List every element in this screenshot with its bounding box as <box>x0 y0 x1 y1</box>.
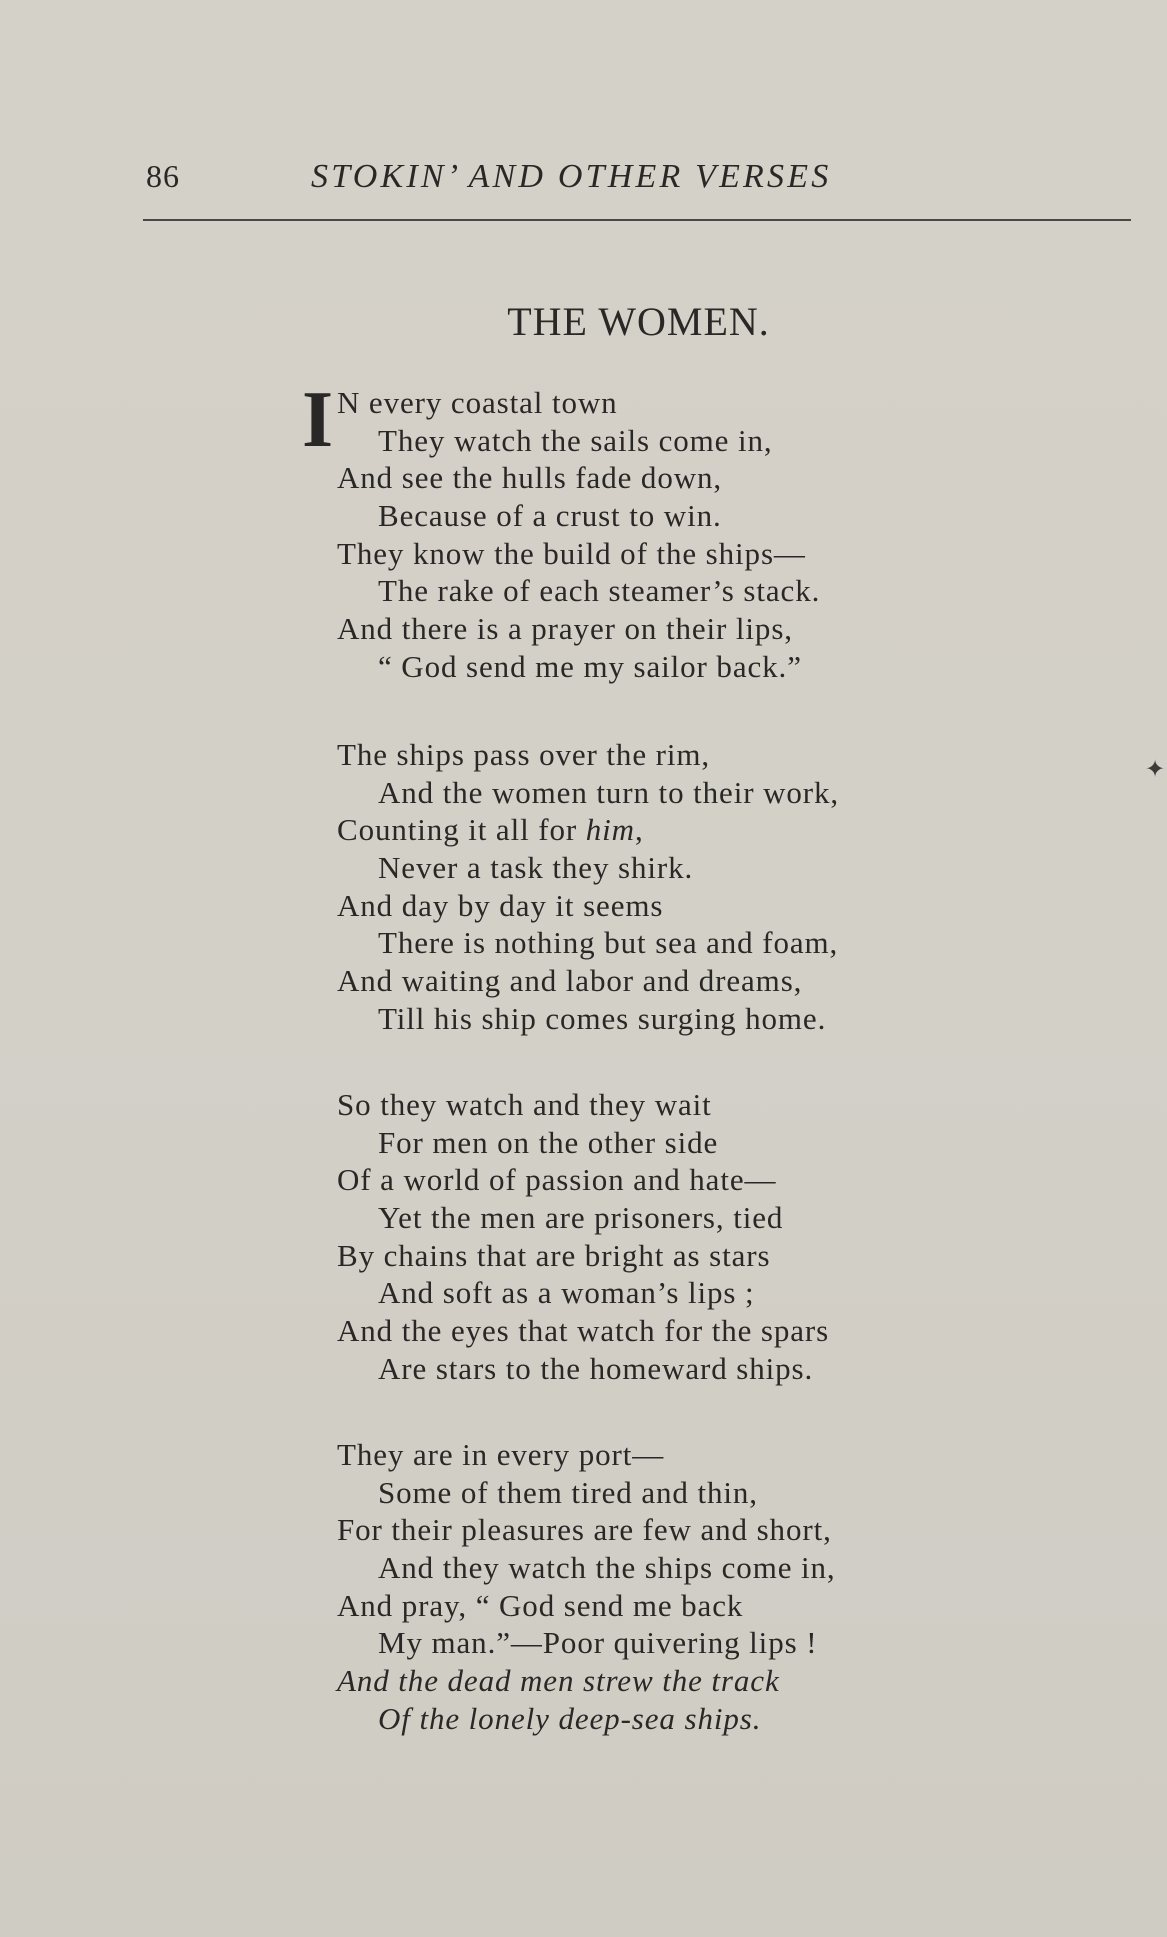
page-number: 86 <box>146 158 180 194</box>
poem-line: By chains that are bright as stars <box>337 1237 771 1273</box>
poem-line: They watch the sails come in, <box>378 422 773 458</box>
poem-line: And soft as a woman’s lips ; <box>378 1275 755 1311</box>
poem-line-punctuation: , <box>634 812 644 848</box>
poem-line: Of the lonely deep-sea ships. <box>378 1700 762 1736</box>
poem-line: Yet the men are prisoners, tied <box>378 1200 784 1236</box>
poem-line: N every coastal town <box>337 385 618 420</box>
poem-line: The ships pass over the rim, <box>337 737 711 772</box>
poem-line: For their pleasures are few and short, <box>337 1512 832 1548</box>
poem-line: So they watch and they wait <box>337 1087 712 1122</box>
stanza-4 <box>337 1436 1037 1738</box>
ink-speck-icon: ✦ <box>1145 757 1166 783</box>
poem-line: And they watch the ships come in, <box>378 1550 836 1586</box>
poem-line: And the eyes that watch for the spars <box>337 1313 830 1349</box>
header-rule <box>143 219 1131 221</box>
running-head <box>143 158 1133 202</box>
poem-line: For men on the other side <box>378 1124 719 1160</box>
poem-line: My man.”—Poor quivering lips ! <box>378 1625 818 1661</box>
poem-line: And the women turn to their work, <box>378 774 840 810</box>
poem-line-text: Counting it all for <box>337 812 578 848</box>
poem-line: And there is a prayer on their lips, <box>337 611 793 647</box>
poem-line: There is nothing but sea and foam, <box>378 925 839 961</box>
poem-line: And pray, “ God send me back <box>337 1587 744 1623</box>
poem-line: And day by day it seems <box>337 887 664 923</box>
poem-line: The rake of each steamer’s stack. <box>378 573 821 609</box>
poem-line: They know the build of the ships— <box>337 535 806 571</box>
stanza-1 <box>337 384 1037 686</box>
drop-cap: I <box>302 376 334 464</box>
stanza-2 <box>337 736 1037 1038</box>
poem-line: And waiting and labor and dreams, <box>337 963 803 999</box>
poem-line: And see the hulls fade down, <box>337 460 723 496</box>
poem-line: Till his ship comes surging home. <box>378 1000 827 1036</box>
poem-line: “ God send me my sailor back.” <box>378 648 802 684</box>
poem-line: Of a world of passion and hate— <box>337 1162 777 1198</box>
poem-line: They are in every port— <box>337 1437 665 1472</box>
poem-line: Some of them tired and thin, <box>378 1474 758 1510</box>
poem-title: THE WOMEN. <box>507 299 770 344</box>
poem-line: Never a task they shirk. <box>378 850 694 886</box>
poem-line: Are stars to the homeward ships. <box>378 1350 814 1386</box>
book-title: STOKIN’ AND OTHER VERSES <box>311 158 832 195</box>
emphasized-word: him <box>585 812 635 848</box>
poem-line: And the dead men strew the track <box>337 1663 780 1699</box>
stanza-3 <box>337 1086 1037 1388</box>
poem-line <box>337 811 1037 849</box>
poem-line: Because of a crust to win. <box>378 498 722 534</box>
